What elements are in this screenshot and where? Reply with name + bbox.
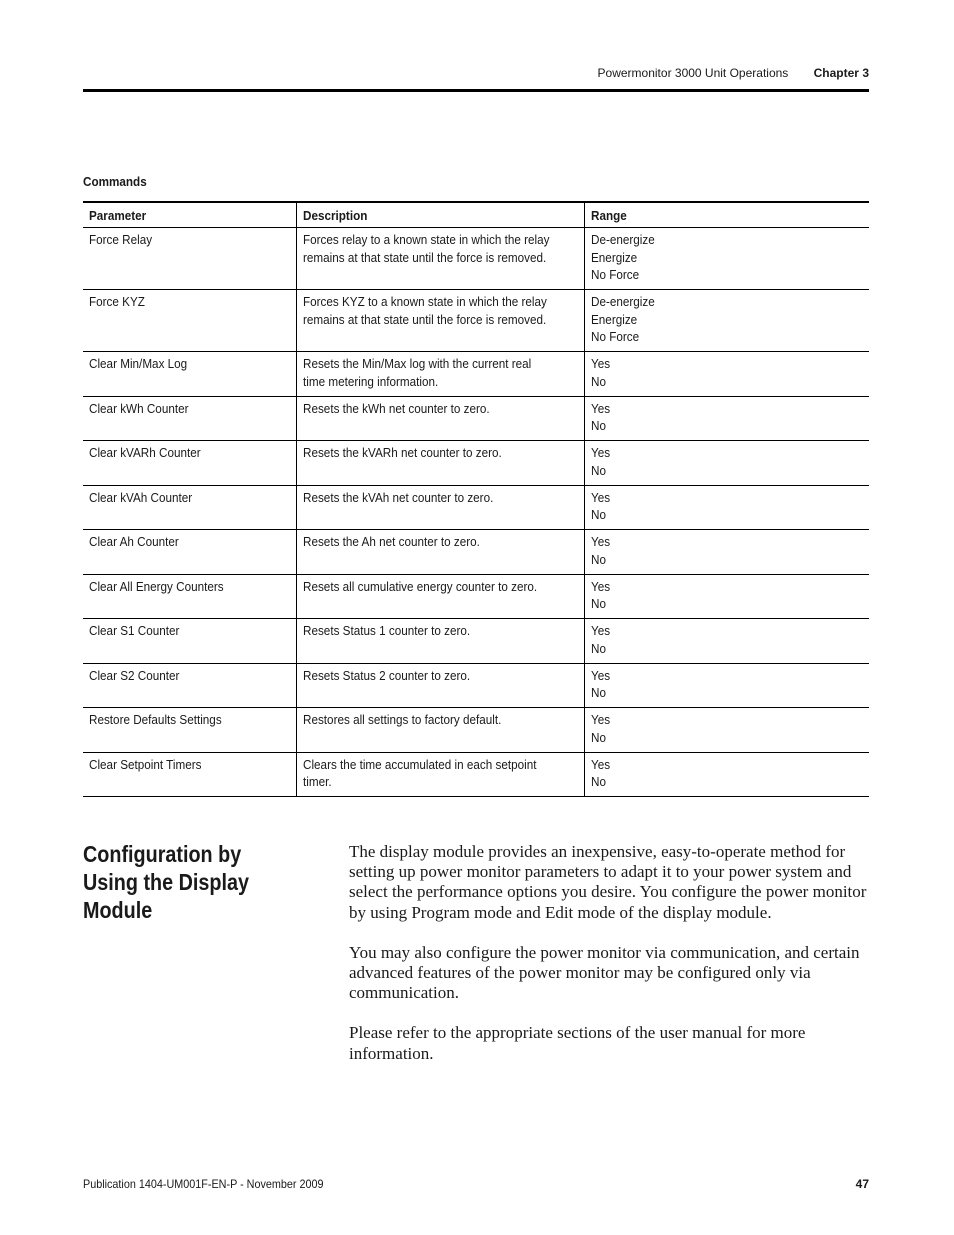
description-cell: Resets Status 1 counter to zero. xyxy=(297,619,585,664)
range-cell: Yes No xyxy=(585,352,870,397)
parameter-cell: Clear S2 Counter xyxy=(89,667,180,683)
running-header xyxy=(598,66,869,80)
description-cell: Restores all settings to factory default. xyxy=(297,708,585,753)
parameter-cell: Restore Defaults Settings xyxy=(89,712,222,727)
parameter-cell: Clear kVARh Counter xyxy=(89,445,201,460)
parameter-cell: Clear Ah Counter xyxy=(89,534,179,549)
parameter-cell: Force Relay xyxy=(89,232,153,247)
description-cell: Resets the Min/Max log with the current real time metering information. xyxy=(297,352,585,397)
table-row xyxy=(83,619,869,664)
table-row xyxy=(83,574,869,619)
section-body xyxy=(349,842,871,1084)
table-row xyxy=(83,530,869,575)
table-row xyxy=(83,708,869,753)
footer-publication: Publication 1404-UM001F-EN-P - November 2009 xyxy=(83,1177,324,1191)
column-header-parameter: Parameter xyxy=(89,208,147,223)
header-section-title: Powermonitor 3000 Unit Operations xyxy=(597,66,789,80)
parameter-cell: Clear kWh Counter xyxy=(89,400,189,416)
section-heading: Configuration by Using the Display Module xyxy=(83,841,249,923)
header-rule xyxy=(83,89,869,92)
parameter-cell: Clear All Energy Counters xyxy=(89,578,224,594)
column-header-description: Description xyxy=(297,202,585,228)
description-cell: Forces relay to a known state in which the relay remains at that state until the force is removed. xyxy=(297,228,585,290)
range-cell: De-energize Energize No Force xyxy=(585,290,870,352)
range-cell: Yes No xyxy=(585,574,870,619)
page-number: 47 xyxy=(855,1177,869,1191)
table-row xyxy=(83,663,869,708)
range-cell: Yes No xyxy=(585,708,870,753)
parameter-cell: Clear kVAh Counter xyxy=(89,489,193,505)
paragraph: Please refer to the appropriate sections of the user manual for more information. xyxy=(349,1023,806,1063)
range-cell: Yes No xyxy=(585,619,870,664)
range-cell: Yes No xyxy=(585,752,870,797)
table-row xyxy=(83,290,869,352)
description-cell: Resets all cumulative energy counter to zero. xyxy=(297,574,585,619)
range-cell: Yes No xyxy=(585,396,870,441)
parameter-cell: Force KYZ xyxy=(89,294,145,309)
table-row xyxy=(83,228,869,290)
table-row xyxy=(83,396,869,441)
table-caption: Commands xyxy=(83,174,147,189)
description-cell: Resets Status 2 counter to zero. xyxy=(297,663,585,708)
table-row xyxy=(83,352,869,397)
column-header-range: Range xyxy=(585,202,870,228)
parameter-cell: Clear Setpoint Timers xyxy=(89,756,202,772)
range-cell: Yes No xyxy=(585,663,870,708)
range-cell: Yes No xyxy=(585,530,870,575)
description-cell: Forces KYZ to a known state in which the relay remains at that state until the force is removed. xyxy=(297,290,585,352)
description-cell: Resets the kVAh net counter to zero. xyxy=(297,485,585,530)
table-row xyxy=(83,485,869,530)
commands-table xyxy=(83,201,869,797)
range-cell: Yes No xyxy=(585,485,870,530)
parameter-cell: Clear S1 Counter xyxy=(89,623,180,638)
description-cell: Clears the time accumulated in each setpoint timer. xyxy=(297,752,585,797)
parameter-cell: Clear Min/Max Log xyxy=(89,356,188,371)
range-cell: Yes No xyxy=(585,441,870,486)
table-row xyxy=(83,752,869,797)
range-cell: De-energize Energize No Force xyxy=(585,228,870,290)
table-header-row xyxy=(83,202,869,228)
description-cell: Resets the kVARh net counter to zero. xyxy=(297,441,585,486)
paragraph: The display module provides an inexpensive, easy-to-operate method for setting up power monitor parameters to adapt it to your power system and select the performance options you desire. You configure the power monitor by using Program mode and Edit mode of the display module. xyxy=(349,842,867,922)
table-row xyxy=(83,441,869,486)
description-cell: Resets the Ah net counter to zero. xyxy=(297,530,585,575)
header-chapter: Chapter 3 xyxy=(813,66,869,80)
table-body xyxy=(83,228,869,797)
paragraph: You may also configure the power monitor via communication, and certain advanced features of the power monitor may be configured only via communication. xyxy=(349,942,860,1003)
description-cell: Resets the kWh net counter to zero. xyxy=(297,396,585,441)
